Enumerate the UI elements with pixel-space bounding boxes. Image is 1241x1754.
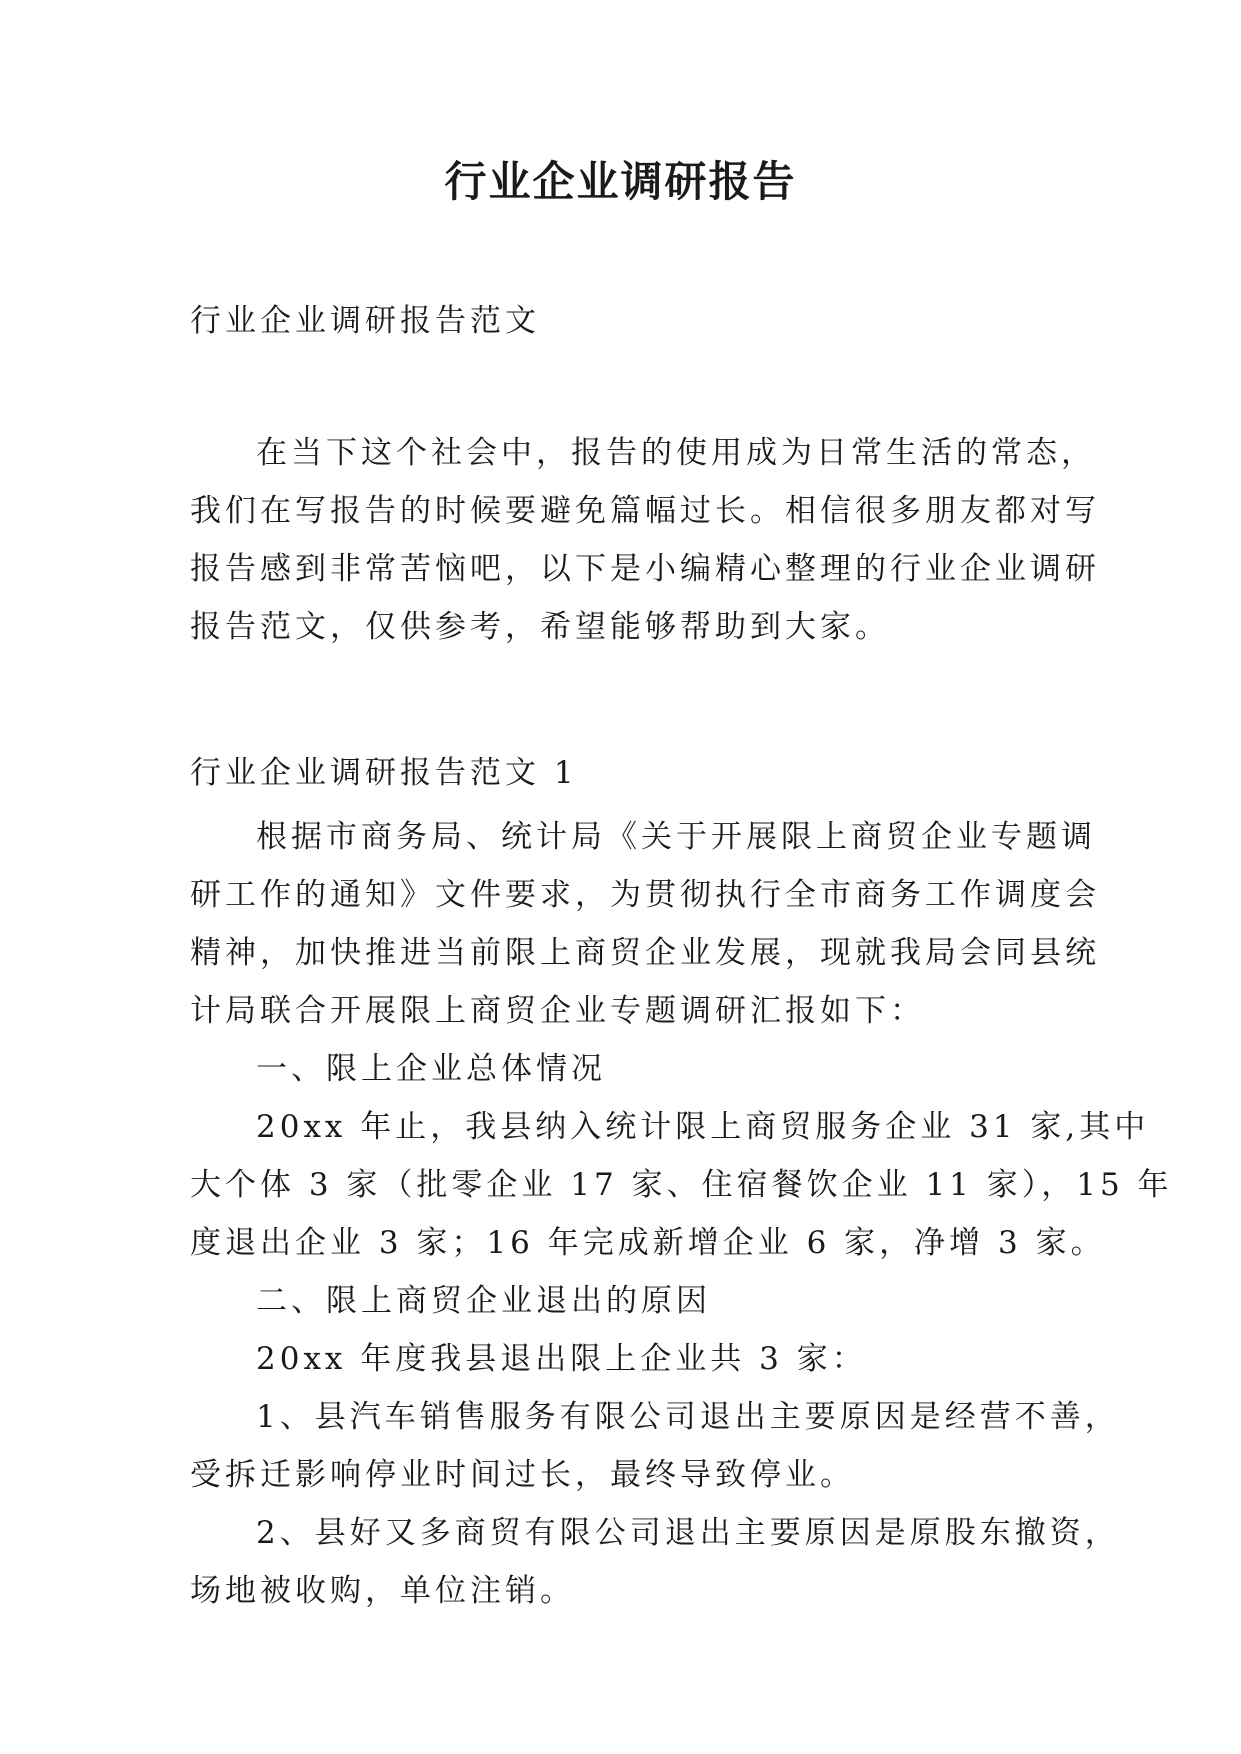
paragraph-line: 精神，加快推进当前限上商贸企业发展，现就我局会同县统 [190,935,1100,971]
subheading-one: 一、限上企业总体情况 [256,1051,606,1087]
paragraph [190,1098,1173,1272]
list-item-line: 1、县汽车销售服务有限公司退出主要原因是经营不善， [256,1399,1120,1435]
document-body [190,292,1173,1620]
list-item-line: 2、县好又多商贸有限公司退出主要原因是原股东撤资， [256,1515,1120,1551]
list-item [190,1504,1120,1620]
intro-line: 报告感到非常苦恼吧，以下是小编精心整理的行业企业调研 [190,551,1100,587]
paragraph-line: 20xx 年度我县退出限上企业共 3 家： [256,1341,867,1377]
paragraph-line: 研工作的通知》文件要求，为贯彻执行全市商务工作调度会 [190,877,1100,913]
paragraph [190,808,1100,1040]
list-item [190,1388,1120,1504]
intro-line: 我们在写报告的时候要避免篇幅过长。相信很多朋友都对写 [190,493,1100,529]
list-item-line: 受拆迁影响停业时间过长，最终导致停业。 [190,1457,855,1493]
document-subtitle: 行业企业调研报告范文 [190,303,540,339]
paragraph-line: 计局联合开展限上商贸企业专题调研汇报如下： [190,993,925,1029]
paragraph-line: 20xx 年止，我县纳入统计限上商贸服务企业 31 家,其中 [256,1109,1150,1145]
section-heading: 行业企业调研报告范文 1 [190,755,578,791]
subheading-two: 二、限上商贸企业退出的原因 [256,1283,711,1319]
paragraph-line: 大个体 3 家（批零企业 17 家、住宿餐饮企业 11 家），15 年 [190,1167,1173,1203]
paragraph-line: 根据市商务局、统计局《关于开展限上商贸企业专题调 [256,819,1096,855]
intro-line: 在当下这个社会中，报告的使用成为日常生活的常态， [256,435,1096,471]
intro-line: 报告范文，仅供参考，希望能够帮助到大家。 [190,609,890,645]
list-item-line: 场地被收购，单位注销。 [190,1573,575,1609]
document-title: 行业企业调研报告 [444,157,797,206]
intro-paragraph [190,424,1100,656]
paragraph-line: 度退出企业 3 家；16 年完成新增企业 6 家，净增 3 家。 [190,1225,1106,1261]
